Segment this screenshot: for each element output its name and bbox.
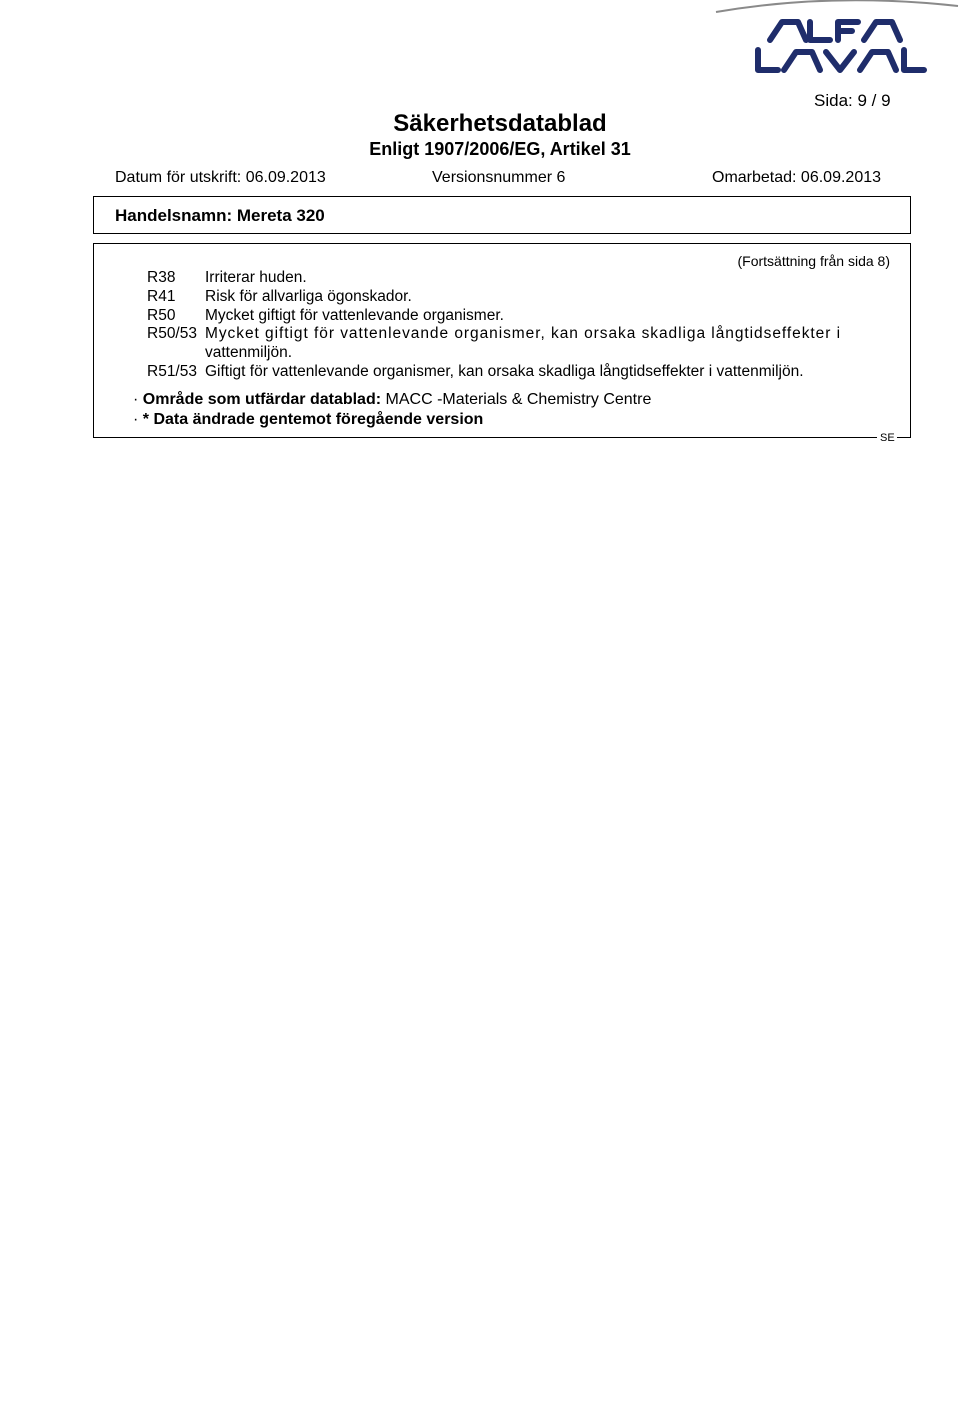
print-date: Datum för utskrift: 06.09.2013	[115, 169, 326, 186]
issuer-label: Område som utfärdar datablad:	[142, 391, 382, 408]
bullet: ·	[133, 411, 139, 428]
r-phrase-code: R38	[147, 269, 176, 286]
r-phrase-code: R50	[147, 307, 176, 324]
continued-note: (Fortsättning från sida 8)	[737, 253, 890, 269]
r-phrase-code: R41	[147, 288, 176, 305]
changed-data-note: * Data ändrade gentemot föregående version	[142, 411, 484, 428]
version-number: Versionsnummer 6	[432, 169, 566, 186]
alfa-laval-logo	[712, 0, 960, 82]
changed-data-line	[133, 411, 483, 429]
r-phrase-text: Irriterar huden.	[205, 269, 307, 286]
bottom-rule-right	[897, 437, 911, 438]
r-phrase-text: Mycket giftigt för vattenlevande organismer, kan orsaka skadliga långtidseffekter i	[205, 325, 841, 342]
document-subtitle: Enligt 1907/2006/EG, Artikel 31	[369, 139, 631, 159]
r-phrase-text: Giftigt för vattenlevande organismer, kan orsaka skadliga långtidseffekter i vattenmiljön.	[205, 363, 804, 380]
issuer-value: MACC -Materials & Chemistry Centre	[385, 391, 652, 408]
issuer-line	[133, 391, 651, 409]
r-phrase-text: Mycket giftigt för vattenlevande organismer.	[205, 307, 504, 324]
bottom-rule-left	[93, 437, 877, 438]
page-number: Sida: 9 / 9	[814, 91, 891, 110]
trade-name: Handelsnamn: Mereta 320	[115, 206, 325, 225]
r-phrase-text: Risk för allvarliga ögonskador.	[205, 288, 412, 305]
revised-date: Omarbetad: 06.09.2013	[712, 169, 882, 186]
r-phrase-code: R51/53	[147, 363, 197, 380]
country-code: SE	[880, 432, 895, 444]
r-phrase-text-continued: vattenmiljön.	[205, 344, 293, 361]
section-bottom-rule	[93, 437, 911, 438]
r-phrase-code: R50/53	[147, 325, 197, 342]
document-title: Säkerhetsdatablad	[393, 110, 607, 137]
bullet: ·	[133, 391, 139, 408]
